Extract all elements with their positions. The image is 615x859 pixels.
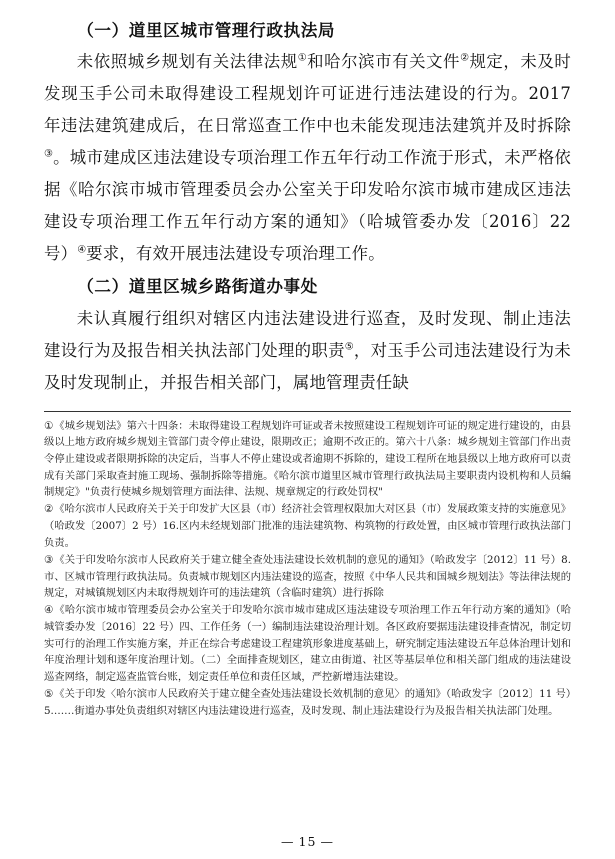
section-2-run-2: ，对玉手公司违法建设行为未及时发现制止，并报告相关部门，属地管理责任缺 <box>44 340 571 392</box>
footnote-2-text: 《哈尔滨市人民政府关于关于印发扩大区县（市）经济社会管理权限加大对区县（市）发展政策支持的实施意见》（哈政发〔2007〕2 号）16.区内未经规划部门批准的违法建筑物、构筑物的行政处置，由区城市管理行政执法部门负责。 <box>44 503 572 549</box>
section-2-paragraph <box>44 303 571 399</box>
footnote-5 <box>44 686 571 719</box>
section-2-heading: （二）道里区城乡路街道办事处 <box>77 276 318 297</box>
section-1 <box>44 14 571 270</box>
footnote-2 <box>44 501 571 551</box>
section-1-heading: （一）道里区城市管理行政执法局 <box>77 20 336 40</box>
section-1-run-4: 规定，未及时发现玉手公司未取得建设工程规划许可证进行违法建设的行为。2017 年违法建筑建成后，在日常巡查工作中也未能发现违法建筑并及时拆除 <box>44 52 571 136</box>
footnote-ref-1: ① <box>297 52 308 64</box>
footnote-ref-4: ④ <box>77 244 87 256</box>
section-2-run-0: 未认真履行组织对辖区内违法建设进行巡查，及时发现、制止违法建设行为及报告相关执法部门处理的职责 <box>44 308 571 360</box>
footnote-3 <box>44 552 571 602</box>
footnote-1-marker: ① <box>44 419 54 432</box>
page-number: 15 <box>298 834 317 849</box>
footnote-1 <box>44 418 571 501</box>
footnote-ref-2: ② <box>460 52 470 64</box>
footnote-1-text: 《城乡规划法》第六十四条：未取得建设工程规划许可证或者未按照建设工程规划许可证的规定进行建设的，由县级以上地方政府城乡规划主管部门责令停止建设，限期改正；逾期不改正的。第六十八条：城乡规划主管部门作出责令停止建设或者限期拆除的决定后，当事人不停止建设或者逾期不拆除的，建设工程所在地县级以上地方政府可以责成有关部门采取查封施工现场、强制拆除等措施。《哈尔滨市道里区城市管理行政执法局主要职责内设机构和人员编制规定》"负责行使城乡规划管理方面法律、法规、规章规定的行政处罚权" <box>44 419 572 499</box>
footnote-4-marker: ④ <box>44 604 54 617</box>
footer-dash-right: — <box>320 834 334 849</box>
section-2 <box>44 270 571 398</box>
footnote-separator <box>44 411 571 412</box>
footnote-2-marker: ② <box>44 503 54 516</box>
footnote-3-marker: ③ <box>44 553 54 566</box>
page-footer <box>0 834 615 849</box>
section-1-run-0: 未依照城乡规划有关法律法规 <box>76 52 298 72</box>
section-1-paragraph <box>44 46 571 270</box>
footnote-5-text: 《关于印发〈哈尔滨市人民政府关于建立健全查处违法建设长效机制的意见〉的通知》（哈政发字〔2012〕11 号）5.……街道办事处负责组织对辖区内违法建设进行巡查，及时发现、制止违法建设行为及报告相关执法部门处理。 <box>44 688 572 717</box>
section-1-run-6: 。城市建成区违法建设专项治理工作五年行动工作流于形式，未严格依据《哈尔滨市城市管理委员会办公室关于印发哈尔滨市城市建成区违法建设专项治理工作五年行动方案的通知》（哈城管委办发〔2016〕22 号） <box>44 148 571 264</box>
footnote-ref-5: ⑤ <box>344 341 354 353</box>
section-1-run-2: 和哈尔滨市有关文件 <box>307 52 461 72</box>
footnote-4-text: 《哈尔滨市城市管理委员会办公室关于印发哈尔滨市城市建成区违法建设专项治理工作五年行动方案的通知》（哈城管委办发〔2016〕22 号）四、工作任务（一）编制违法建设治理计划。各区政府要据违法建设排查情况，制定切实可行的治理工作实施方案，并正在综合考虑建设工程建筑形象进度基础上，研究制定违法建设五年总体治理计划和年度治理计划和逐年度治理计划。（二）全面排查规划区，建立由街道、社区等基层单位和相关部门组成的违法建设巡查网络，制定巡查监管台账，划定责任单位和责任区域，严控新增违法建设。 <box>44 604 571 684</box>
footnote-ref-3: ③ <box>44 148 54 160</box>
footer-dash-left: — <box>281 834 295 849</box>
footnote-3-text: 《关于印发哈尔滨市人民政府关于建立健全查处违法建设长效机制的意见的通知》（哈政发字〔2012〕11 号）8.市、区城市管理行政执法局。负责城市规划区内违法建设的巡查，按照《中华人民共和国城乡规划法》等法律法规的规定，对城镇规划区内未取得规划许可的违法建筑（含临时建筑）进行拆除 <box>44 553 571 600</box>
footnote-5-marker: ⑤ <box>44 688 54 701</box>
footnote-4 <box>44 602 571 685</box>
footnotes-block <box>44 418 571 720</box>
section-1-run-8: 要求，有效开展违法建设专项治理工作。 <box>86 244 385 264</box>
